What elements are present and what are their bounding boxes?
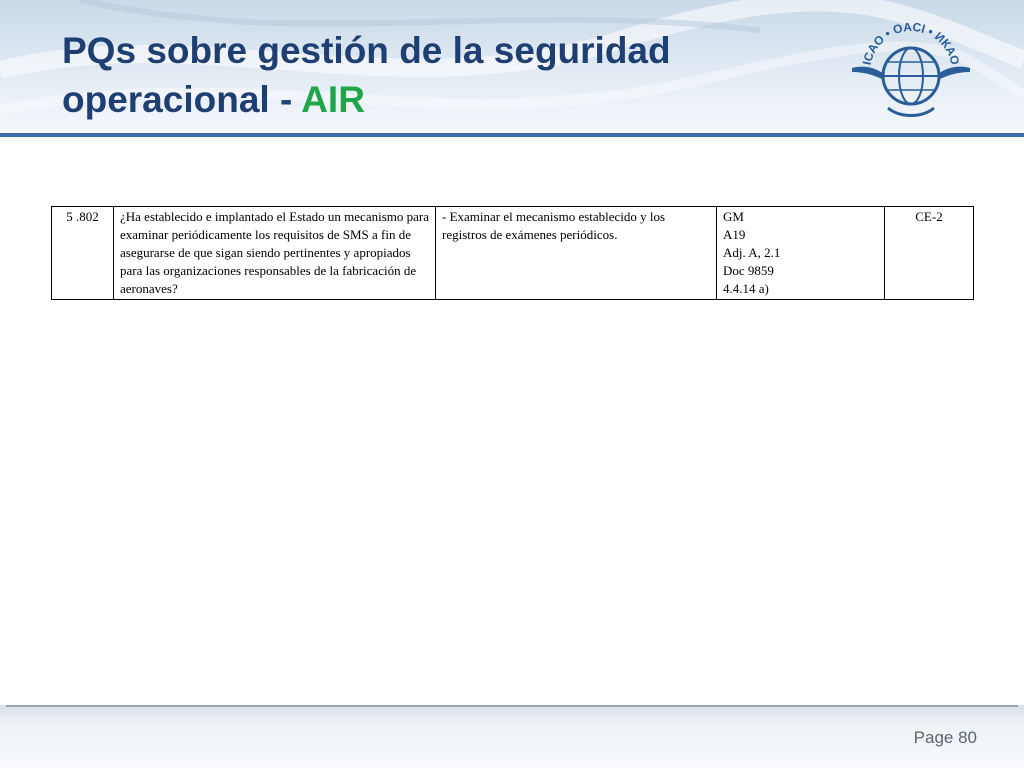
page-title bbox=[62, 26, 822, 124]
pq-number: 5 .802 bbox=[66, 209, 99, 224]
pq-number-cell bbox=[52, 207, 114, 300]
table-row bbox=[52, 207, 974, 300]
page-number: Page 80 bbox=[913, 728, 977, 747]
critical-element: CE-2 bbox=[915, 209, 943, 224]
slide-footer bbox=[0, 705, 1024, 768]
protocol-question-table bbox=[51, 206, 974, 300]
header-divider bbox=[0, 133, 1024, 137]
logo-lettering: ICAO • OACI • ИКАО bbox=[859, 19, 963, 67]
guidance-cell bbox=[436, 207, 717, 300]
pq-question: ¿Ha establecido e implantado el Estado un mecanismo para examinar periódicamente los requisitos de SMS a fin de asegurarse de que sigan siendo pertinentes y apropiados para las organizaciones responsables de la fabricación de aeronaves? bbox=[120, 209, 429, 296]
review-guidance: - Examinar el mecanismo establecido y los registros de exámenes periódicos. bbox=[442, 209, 666, 242]
reference-line: Doc 9859 bbox=[723, 263, 774, 278]
slide-header bbox=[0, 0, 1024, 138]
reference-line: Adj. A, 2.1 bbox=[723, 245, 781, 260]
reference-line: GM bbox=[723, 209, 744, 224]
title-accent: AIR bbox=[301, 79, 365, 120]
reference-line: A19 bbox=[723, 227, 746, 242]
footer-divider bbox=[6, 705, 1018, 707]
reference-line: 4.4.14 a) bbox=[723, 281, 769, 296]
icao-logo bbox=[848, 10, 974, 128]
title-main: PQs sobre gestión de la seguridad operacional - bbox=[62, 30, 671, 120]
question-cell bbox=[114, 207, 436, 300]
critical-element-cell bbox=[885, 207, 974, 300]
references-cell bbox=[717, 207, 885, 300]
